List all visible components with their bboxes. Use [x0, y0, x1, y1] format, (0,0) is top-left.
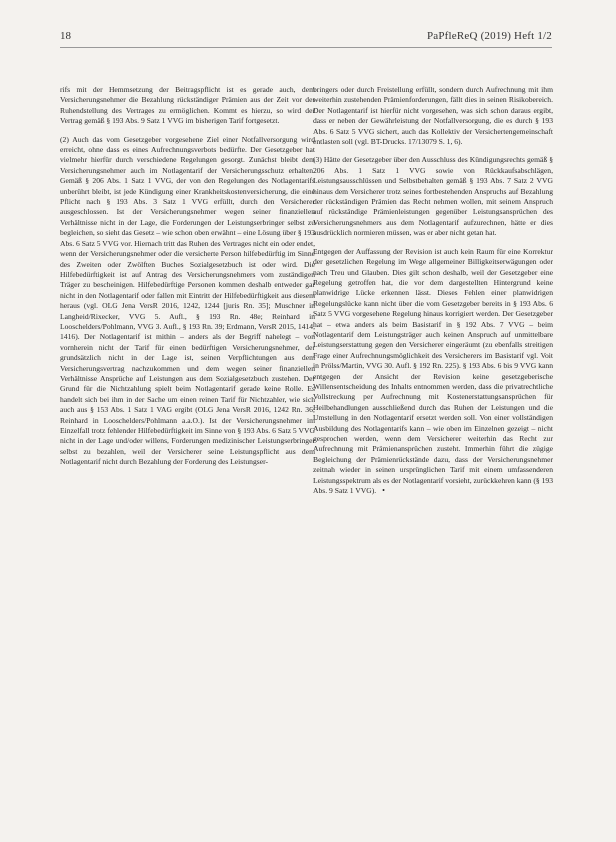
paragraph: (3) Hätte der Gesetzgeber über den Ausschluss des Kündigungsrechts gemäß § 206 Abs. 1 Satz 1 VVG sowie von Rückkaufsabschlägen, Leistungsausschlüssen und Selbstbehalten gemäß § 193 Abs. 7 Satz 2 VVG hinaus dem Versicherer trotz seines fortbestehenden Anspruchs auf Bezahlung der rückständigen Prämien das Recht nehmen wollen, mit seinem Anspruch auf rückständige Prämienleistungen gegenüber Leistungsansprüchen des Versicherungsnehmers aus dem Notlagentarif aufzurechnen, hätte er dies ausdrücklich normieren müssen, was er aber nicht getan hat.: [313, 155, 553, 238]
paragraph: bringers oder durch Freistellung erfüllt, sondern durch Aufrechnung mit ihm weiterhin zustehenden Prämienforderungen, fällt dies in seinen Risikobereich. Der Notlagentarif ist hierfür nicht vorgesehen, was sich schon daraus ergibt, dass er neben der Gewährleistung der Notfallversorgung, die es durch § 193 Abs. 6 Satz 5 VVG sichert, auch das Kollektiv der Versichertengemeinschaft entlasten soll (vgl. BT-Drucks. 17/13079 S. 1, 6).: [313, 85, 553, 147]
paragraph: rifs mit der Hemmsetzung der Beitragspflicht ist es gerade auch, dem Versicherungsnehmer die Bezahlung rückständiger Prämien aus der Zeit vor der Ruhendstellung des Vertrages zu ermöglichen. Kommt es hierzu, so wird der Vertrag gemäß § 193 Abs. 9 Satz 1 VVG im bisherigen Tarif fortgesetzt.: [60, 85, 315, 126]
journal-citation: PaPfleReQ (2019) Heft 1/2: [426, 30, 552, 42]
header-divider: [60, 47, 552, 48]
end-mark: •: [382, 486, 385, 496]
page-header: [60, 30, 552, 46]
left-column: [60, 85, 315, 476]
page-number: 18: [60, 30, 71, 42]
paragraph-text: Entgegen der Auffassung der Revision ist auch kein Raum für eine Korrektur der gesetzlichen Regelung im Wege allgemeiner Billigkeitserwägungen oder nach Treu und Glauben. Dies gilt schon deshalb, weil der Gesetzgeber eine Regelung getroffen hat, die vor dem dargestellten Hintergrund keine planwidrige Lücke erkennen lässt. Dieses Fehlen einer planwidrigen Regelungslücke kann nicht über die vom Gesetzgeber bereits in § 193 Abs. 6 Satz 5 VVG vorgesehene Regelung hinaus korrigiert werden. Der Gesetzgeber hat – etwa anders als beim Basistarif in § 192 Abs. 7 VVG – beim Notlagentarif dem Leistungsträger auch keinen Anspruch auf unmittelbare Leistungserstattung gegen den Versicherer eingeräumt (zu ebenfalls streitigen Frage einer Aufrechnungsmöglichkeit des Versicherers im Basistarif vgl. Voit in Prölss/Martin, VVG 30. Aufl. § 192 Rn. 225). § 193 Abs. 6 bis 9 VVG kann entgegen der Ansicht der Revision keine gesetzgeberische Willensentscheidung des Inhalts entnommen werden, dass die privatrechtliche Vollstreckung per Aufrechnung mit Kostenerstattungsansprüchen für Heilbehandlungen ausschließend durch das Ruhen der Leistungen und die Umstellung in den Notlagentarif ersetzt werden soll. Von einer vollständigen Ausbildung des Notlagentarifs kann – wie oben im Einzelnen gezeigt – nicht gesprochen werden, wenn dem Versicherer weiterhin das Recht zur Aufrechnung mit Prämienansprüchen zusteht. Immerhin führt die zügige Begleichung der Prämienrückstände dazu, dass der Versicherungsnehmer zeitnah wieder in seinen ursprünglichen Tarif mit einem umfassenderen Leistungsspektrum als es der Notlagentarif vorsieht, zurückkehren kann (§ 193 Abs. 9 Satz 1 VVG).: [313, 246, 553, 496]
paragraph-last: [313, 247, 553, 497]
paragraph: (2) Auch das vom Gesetzgeber vorgesehene Ziel einer Notfallversorgung wird erreicht, ohne dass es eines Aufrechnungsverbots bedürfte. Der Gesetzgeber hat vielmehr hierfür durch verschiedene Regelungen gesorgt. Zunächst bleibt dem Versicherungsnehmer auch im Notlagentarif der Versicherungsschutz erhalten. Gemäß § 206 Abs. 1 Satz 1 VVG, der von den Regelungen des Notlagentarifs unberührt bleibt, ist jede Kündigung einer Krankheitskostenversicherung, die eine Pflicht nach § 193 Abs. 3 Satz 1 VVG erfüllt, durch den Versicherer ausgeschlossen. Ist der Versicherungsnehmer wegen seiner finanziellen Verhältnisse nicht in der Lage, die Forderungen der Leistungserbringer selbst zu begleichen, so sieht das Gesetz – wie schon oben erwähnt – eine Lösung über § 193 Abs. 6 Satz 5 VVG vor. Hiernach tritt das Ruhen des Vertrages nicht ein oder endet, wenn der Versicherungsnehmer oder die versicherte Person hilfebedürftig im Sinne des Zweiten oder Zwölften Buches Sozialgesetzbuch ist oder wird. Die Hilfebedürftigkeit ist auf Antrag des Versicherungsnehmers vom zuständigen Träger zu bescheinigen. Hilfebedürftige Personen kommen deshalb entweder gar nicht in den Notlagentarif oder fallen mit Eintritt der Hilfebedürftigkeit aus diesem heraus (vgl. OLG Jena VersR 2016, 1242, 1244 [juris Rn. 35]; Muschner in Langheid/Rixecker, VVG 5. Aufl., § 193 Rn. 48e; Reinhard in Looschelders/Pohlmann, VVG 3. Aufl., § 193 Rn. 39; Erdmann, VersR 2015, 1414, 1416). Der Notlagentarif ist mithin – anders als der Begriff nahelegt – von vornherein nicht der Tarif für einen bedürftigen Versicherungsnehmer, der grundsätzlich nicht in der Lage ist, seinen Verpflichtungen aus dem Versicherungsvertrag nachzukommen und dem wegen seiner finanziellen Verhältnisse Ansprüche auf Leistungen aus dem Sozialgesetzbuch zustehen. Der Grund für die Nichtzahlung spielt beim Notlagentarif gerade keine Rolle. Es handelt sich bei ihm in der Sache um einen reinen Tarif für Nichtzahler, wie sich auch aus § 153 Abs. 1 Satz 1 VAG ergibt (OLG Jena VersR 2016, 1242 Rn. 36; Reinhard in Looschelders/Pohlmann a.a.O.). Ist der Versicherungsnehmer im Einzelfall trotz fehlender Hilfebedürftigkeit im Sinne von § 193 Abs. 6 Satz 5 VVG nicht in der Lage und/oder willens, Forderungen medizinischer Leistungserbringer selbst zu bezahlen, weil der Versicherer seine Leistungspflicht aus dem Notlagentarif nicht durch Bezahlung der Forderung des Leistungser-: [60, 134, 315, 467]
right-column: [313, 85, 553, 504]
